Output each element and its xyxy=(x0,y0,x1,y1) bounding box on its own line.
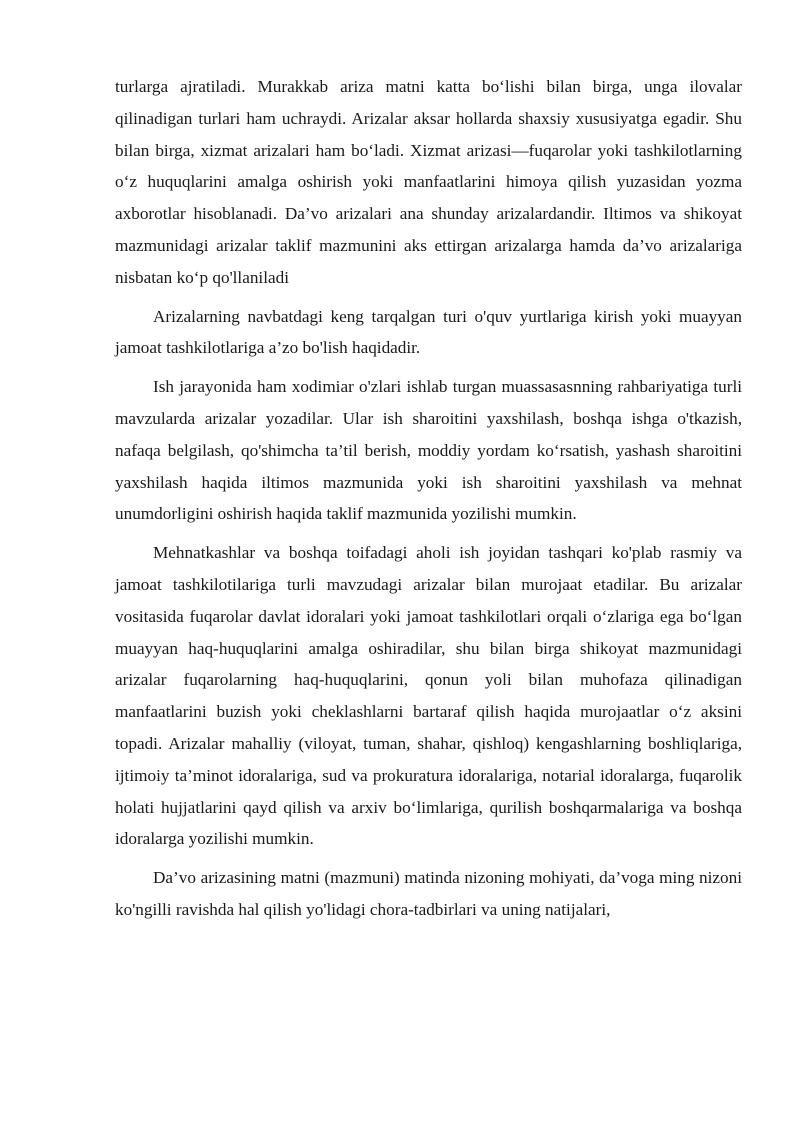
paragraph-1: turlarga ajratiladi. Murakkab ariza matni katta boʻlishi bilan birga, unga ilovalar qilinadigan turlari ham uchraydi. Arizalar aksar hollarda shaxsiy xususiyatga egadir. Shu bilan birga, xizmat arizalari ham boʻladi. Xizmat arizasi—fuqarolar yoki tashkilotlarning oʻz huquqlarini amalga oshirish yoki manfaatlarini himoya qilish yuzasidan yozma axborotlar hisoblanadi. Da’vo arizalari ana shunday arizalardandir. Iltimos va shikoyat mazmunidagi arizalar taklif mazmunini aks ettirgan arizalarga hamda da’vo arizalariga nisbatan koʻp qo'llaniladi xyxy=(115,77,742,287)
paragraph-5: Da’vo arizasining matni (mazmuni) matinda nizoning mohiyati, da’voga ming nizoni ko'ngilli ravishda hal qilish yo'lidagi chora-tadbirlari va uning natijalari, xyxy=(115,868,742,919)
paragraph-4: Mehnatkashlar va boshqa toifadagi aholi ish joyidan tashqari ko'plab rasmiy va jamoat tashkilotilariga turli mavzudagi arizalar bilan murojaat etadilar. Bu arizalar vositasida fuqarolar davlat idoralari yoki jamoat tashkilotlari orqali oʻzlariga ega boʻlgan muayyan haq-huquqlarini amalga oshiradilar, shu bilan birga shikoyat mazmunidagi arizalar fuqarolarning haq-huquqlarini, qonun yoli bilan muhofaza qilinadigan manfaatlarini buzish yoki cheklashlarni bartaraf qilish haqida murojaatlar oʻz aksini topadi. Arizalar mahalliy (viloyat, tuman, shahar, qishloq) kengashlarning boshliqlariga, ijtimoiy ta’minot idoralariga, sud va prokuratura idoralariga, notarial idoralarga, fuqarolik holati hujjatlarini qayd qilish va arxiv boʻlimlariga, qurilish boshqarmalariga va boshqa idoralarga yozilishi mumkin. xyxy=(115,543,742,849)
document-body xyxy=(115,71,742,933)
paragraph-3: Ish jarayonida ham xodimiar o'zlari ishlab turgan muassasasnning rahbariyatiga turli mavzularda arizalar yozadilar. Ular ish sharoitini yaxshilash, boshqa ishga o'tkazish, nafaqa belgilash, qo'shimcha ta’til berish, moddiy yordam koʻrsatish, yashash sharoitini yaxshilash haqida iltimos mazmunida yoki ish sharoitini yaxshilash va mehnat unumdorligini oshirish haqida taklif mazmunida yozilishi mumkin. xyxy=(115,377,742,524)
paragraph-2: Arizalarning navbatdagi keng tarqalgan turi o'quv yurtlariga kirish yoki muayyan jamoat tashkilotlariga a’zo bo'lish haqidadir. xyxy=(115,306,742,358)
